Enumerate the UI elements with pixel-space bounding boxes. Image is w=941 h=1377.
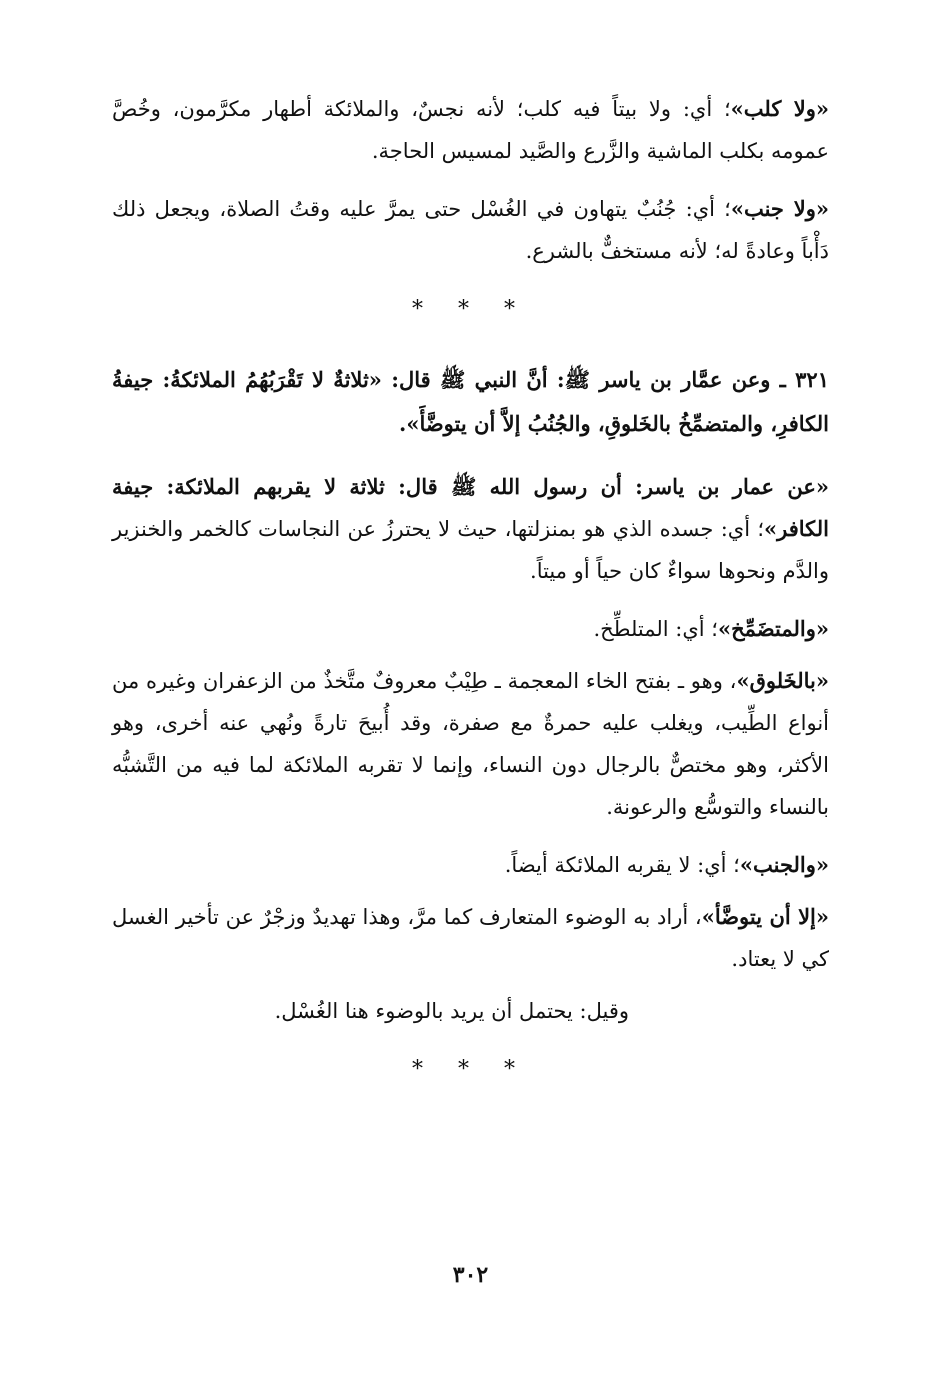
paragraph-lead: «عن عمار بن ياسر: أن رسول الله ﷺ قال: ثلاثة لا يقربهم الملائكة: جيفة الكافر» — [112, 474, 829, 541]
paragraph-lead: «والجنب» — [739, 852, 829, 877]
page-number: ٣٠٢ — [452, 1262, 489, 1288]
paragraph-lead: «والمتضَمِّخ» — [717, 616, 829, 641]
paragraph-junub-again — [112, 844, 829, 886]
paragraph-mutadammikh — [112, 608, 829, 650]
paragraph-lead: «إلا أن يتوضَّأ» — [701, 904, 830, 929]
paragraph-text: ؛ أي: جُنُبٌ يتهاون في الغُسْل حتى يمرَّ عليه وقتُ الصلاة، ويجعل ذلك دَأْباً وعادةً له؛ لأنه مستخفٌّ بالشرع. — [112, 197, 829, 263]
section-separator — [112, 1050, 829, 1090]
paragraph-lead: «بالخَلوق» — [736, 668, 829, 693]
section-separator — [112, 290, 829, 330]
page-body — [112, 88, 829, 1118]
paragraph-text: ؛ أي: ولا بيتاً فيه كلب؛ لأنه نجسٌ، والملائكة أطهار مكرَّمون، وخُصَّ عمومه بكلب الماشية والزَّرع والصَّيد لمسيس الحاجة. — [112, 97, 829, 163]
paragraph-dog — [112, 88, 829, 172]
paragraph-junub — [112, 188, 829, 272]
paragraph-khaluq — [112, 660, 829, 828]
separator-stars: * * * — [412, 1057, 529, 1082]
paragraph-corpse — [112, 466, 829, 592]
paragraph-text: ، أراد به الوضوء المتعارف كما مرَّ، وهذا تهديدٌ وزجْرٌ عن تأخير الغسل كي لا يعتاد. — [112, 905, 829, 971]
paragraph-text: ؛ أي: المتلطِّخ. — [593, 617, 718, 641]
separator-stars: * * * — [412, 297, 529, 322]
paragraph-text: ؛ أي: جسده الذي هو بمنزلتها، حيث لا يحترزُ عن النجاسات كالخمر والخنزير والدَّم ونحوها سواءٌ كان حياً أو ميتاً. — [112, 517, 829, 583]
paragraph-text: ؛ أي: لا يقربه الملائكة أيضاً. — [504, 853, 740, 877]
paragraph-lead: «ولا جنب» — [730, 196, 829, 221]
paragraph-qila: وقيل: يحتمل أن يريد بالوضوء هنا الغُسْل. — [274, 999, 629, 1023]
paragraph-wudu — [112, 896, 829, 980]
paragraph-lead: «ولا كلب» — [730, 96, 829, 121]
paragraph-text: ، وهو ـ بفتح الخاء المعجمة ـ طِيْبٌ معروفٌ متَّخذٌ من الزعفران وغيره من أنواع الطِّيب، ويغلب عليه حمرةٌ مع صفرة، وقد أُبيحَ تارةً ونُهي عنه أخرى، وهو الأكثر، وهو مختصٌّ بالرجال دون النساء، وإنما لا تقربه الملائكة لما فيه من التَّشبُّه بالنساء والتوسُّع والرعونة. — [112, 669, 829, 819]
hadith-text: ٣٢١ ـ وعن عمَّار بن ياسر ﷺ: أنَّ النبي ﷺ قال: «ثلاثةٌ لا تَقْرَبُهُمُ الملائكةُ: جيفةُ الكافرِ، والمتضمِّخُ بالخَلوقِ، والجُنُبُ إلاَّ أن يتوضَّأَ». — [112, 367, 829, 436]
